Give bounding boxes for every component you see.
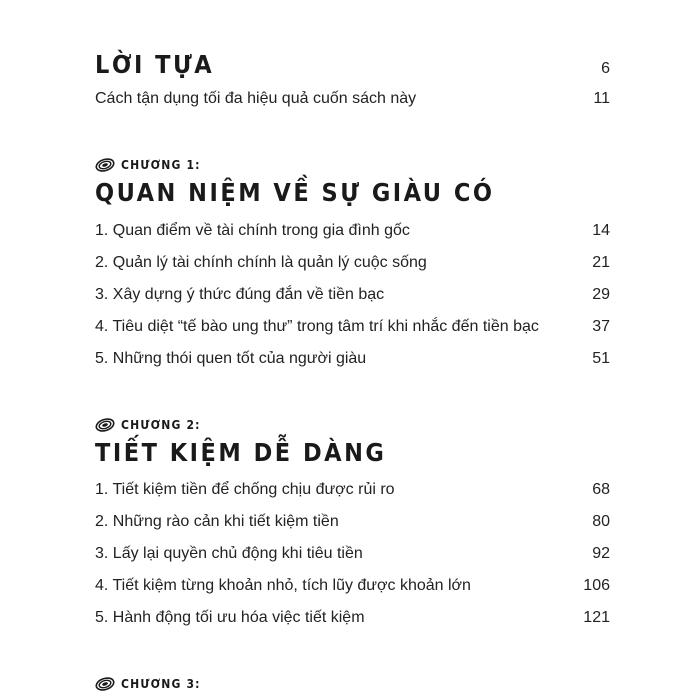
toc-entry-text: 3. Lấy lại quyền chủ động khi tiêu tiền — [95, 545, 363, 562]
chapter-label-text: CHƯƠNG 1: — [121, 158, 201, 172]
toc-entry-row — [95, 609, 610, 627]
toc-entry-row — [95, 577, 610, 595]
toc-entry-row — [95, 90, 610, 108]
chapter-1-title: QUAN NIỆM VỀ SỰ GIÀU CÓ — [95, 178, 495, 207]
toc-entry-row — [95, 513, 610, 531]
toc-entry-page: 51 — [592, 350, 610, 367]
toc-entry-text: 1. Tiết kiệm tiền để chống chịu được rủi ro — [95, 481, 395, 498]
chapter-1-label — [95, 158, 201, 172]
toc-entry-text: 4. Tiết kiệm từng khoản nhỏ, tích lũy được khoản lớn — [95, 577, 471, 594]
toc-entry-row — [95, 254, 610, 272]
chapter-2-label — [95, 418, 201, 432]
toc-entry-text: 2. Quản lý tài chính chính là quản lý cuộc sống — [95, 254, 427, 271]
toc-entry-page: 21 — [592, 254, 610, 271]
toc-entry-row — [95, 350, 610, 368]
chapter-3-label — [95, 677, 201, 691]
toc-entry-text: 2. Những rào cản khi tiết kiệm tiền — [95, 513, 339, 530]
spiral-swirl-icon — [95, 158, 115, 172]
toc-entry-page: 121 — [583, 609, 610, 626]
toc-entry-page: 14 — [592, 222, 610, 239]
toc-entry-page: 80 — [592, 513, 610, 530]
chapter-2-title: TIẾT KIỆM DỄ DÀNG — [95, 438, 387, 467]
toc-entry-page: 68 — [592, 481, 610, 498]
toc-entry-row — [95, 545, 610, 563]
toc-entry-page: 29 — [592, 286, 610, 303]
preface-heading-row — [95, 50, 610, 79]
toc-entry-text: 5. Những thói quen tốt của người giàu — [95, 350, 367, 367]
spiral-swirl-icon — [95, 418, 115, 432]
chapter-label-text: CHƯƠNG 3: — [121, 677, 201, 691]
toc-entry-text: 3. Xây dựng ý thức đúng đắn về tiền bạc — [95, 286, 385, 303]
toc-entry-text: 4. Tiêu diệt “tế bào ung thư” trong tâm trí khi nhắc đến tiền bạc — [95, 318, 539, 335]
toc-entry-page: 11 — [593, 90, 610, 107]
toc-entry-row — [95, 318, 610, 336]
chapter-label-text: CHƯƠNG 2: — [121, 418, 201, 432]
preface-title: LỜI TỰA — [95, 50, 215, 79]
toc-entry-page: 92 — [592, 545, 610, 562]
toc-entry-text: 1. Quan điểm về tài chính trong gia đình gốc — [95, 222, 410, 239]
toc-entry-text: 5. Hành động tối ưu hóa việc tiết kiệm — [95, 609, 365, 626]
toc-entry-row — [95, 286, 610, 304]
spiral-swirl-icon — [95, 677, 115, 691]
preface-title-page: 6 — [601, 60, 610, 77]
toc-entry-text: Cách tận dụng tối đa hiệu quả cuốn sách này — [95, 90, 417, 107]
toc-entry-row — [95, 222, 610, 240]
toc-entry-page: 106 — [583, 577, 610, 594]
toc-entry-row — [95, 481, 610, 499]
toc-entry-page: 37 — [592, 318, 610, 335]
